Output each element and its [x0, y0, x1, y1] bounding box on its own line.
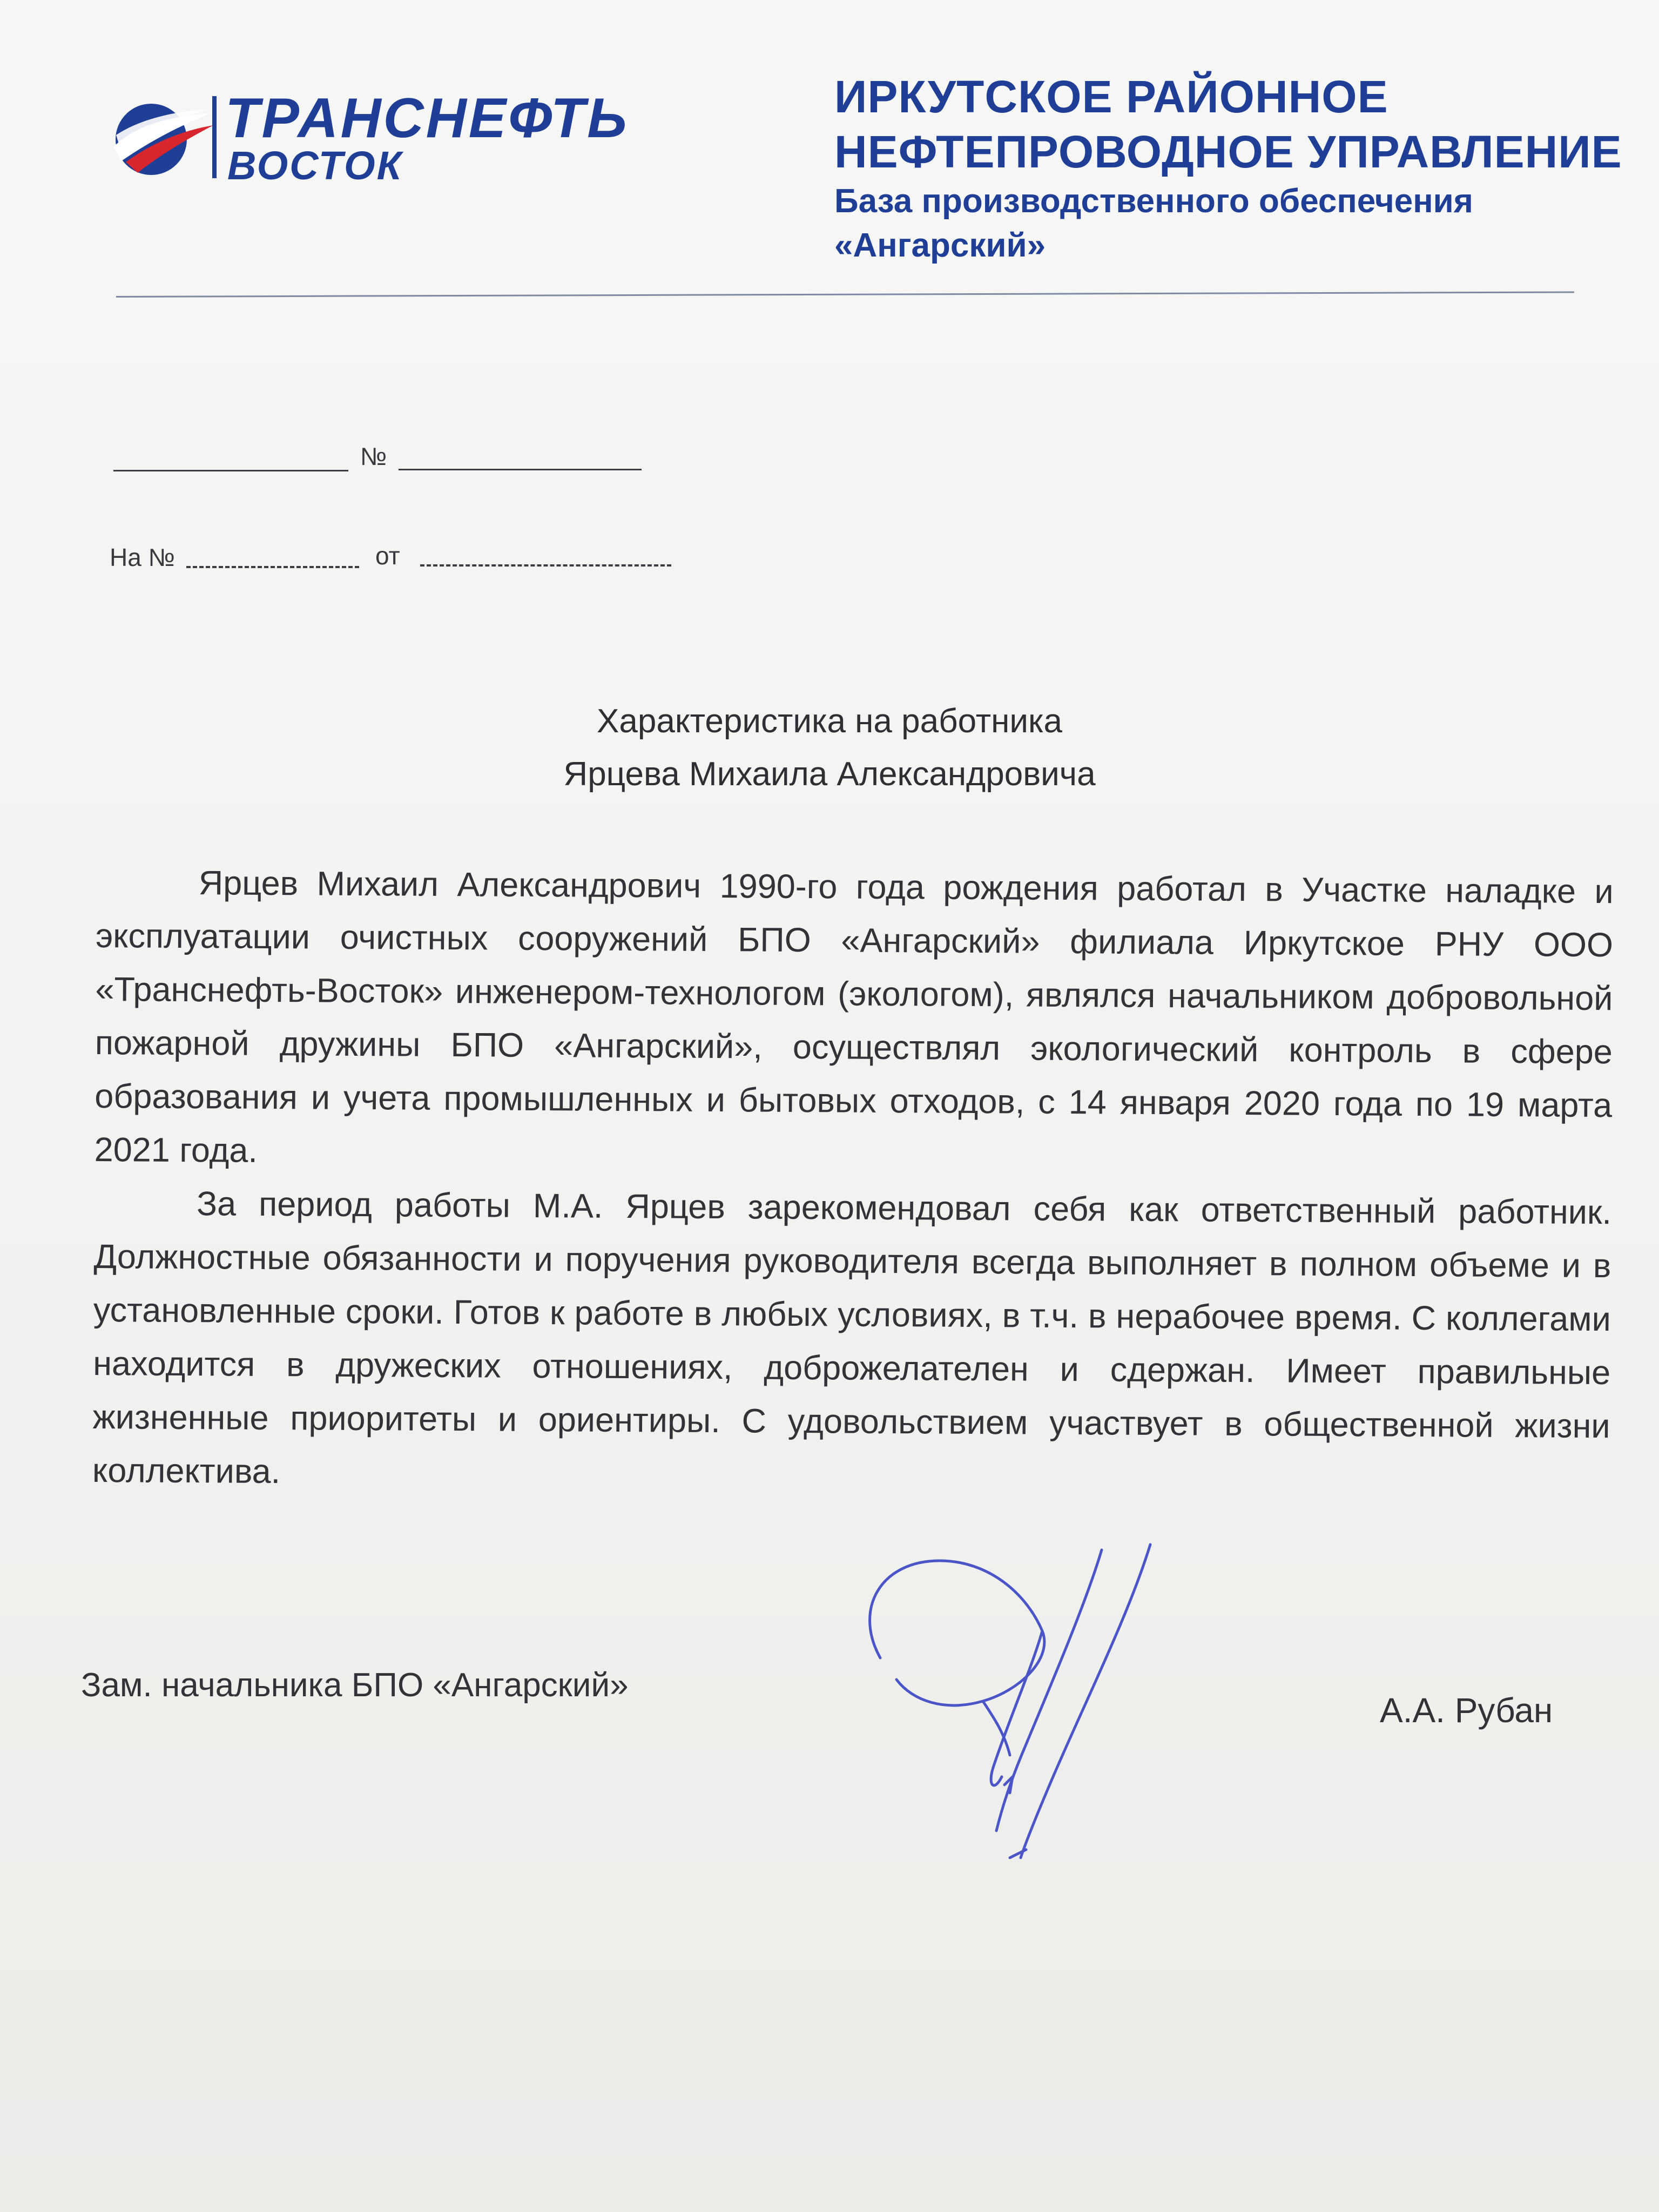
- company-logo: [100, 86, 683, 189]
- logo-name: ТРАНСНЕФТЬ: [225, 87, 629, 150]
- document-title: Характеристика на работника: [597, 703, 1062, 740]
- signatory-name: А.А. Рубан: [1380, 1691, 1553, 1730]
- reply-date-label: от: [375, 542, 400, 570]
- logo-subtitle: ВОСТОК: [227, 143, 403, 188]
- reply-number-blank: [186, 566, 359, 568]
- header-rule: [116, 292, 1574, 298]
- transneft-logo-icon: [100, 97, 224, 178]
- organization-header: [834, 69, 1622, 268]
- number-sign: №: [360, 442, 387, 470]
- logo-divider: [212, 96, 217, 178]
- org-name-line1: ИРКУТСКОЕ РАЙОННОЕ: [834, 71, 1388, 122]
- signatory-position: Зам. начальника БПО «Ангарский»: [81, 1667, 629, 1704]
- body-paragraph-1: Ярцев Михаил Александрович 1990-го года рождения работал в Участке наладке и эксплуатации очистных сооружений БПО «Ангарский» филиала Иркутское РНУ ООО «Транснефть-Восток» инженером-технологом (экологом), являлся начальником добровольной пожарной дружины БПО «Ангарский», осуществлял экологический контроль в сфере образования и учета промышленных и бытовых отходов, с 14 января 2020 года по 19 марта 2021 года.: [94, 864, 1614, 1170]
- body-paragraph-2: За период работы М.А. Ярцев зарекомендовал себя как ответственный работник. Должностные обязанности и поручения руководителя всегда выполняет в полном объеме и в установленные сроки. Готов к работе в любых условиях, в т.ч. в нерабочее время. С коллегами находится в дружеских отношениях, доброжелателен и сдержан. Имеет правильные жизненные приоритеты и ориентиры. С удовольствием участвует в общественной жизни коллектива.: [92, 1185, 1612, 1491]
- handwritten-signature: [848, 1539, 1204, 1863]
- reply-number-label: На №: [110, 543, 175, 571]
- date-blank-line: [113, 470, 348, 471]
- document-body: [92, 856, 1614, 1507]
- org-department-line1: База производственного обеспечения: [834, 183, 1473, 220]
- org-department-line2: «Ангарский»: [834, 227, 1046, 264]
- org-name-line2: НЕФТЕПРОВОДНОЕ УПРАВЛЕНИЕ: [834, 126, 1622, 177]
- employee-name-title: Ярцева Михаила Александровича: [563, 756, 1096, 793]
- reply-date-blank: [420, 564, 671, 567]
- number-blank-line: [399, 469, 642, 470]
